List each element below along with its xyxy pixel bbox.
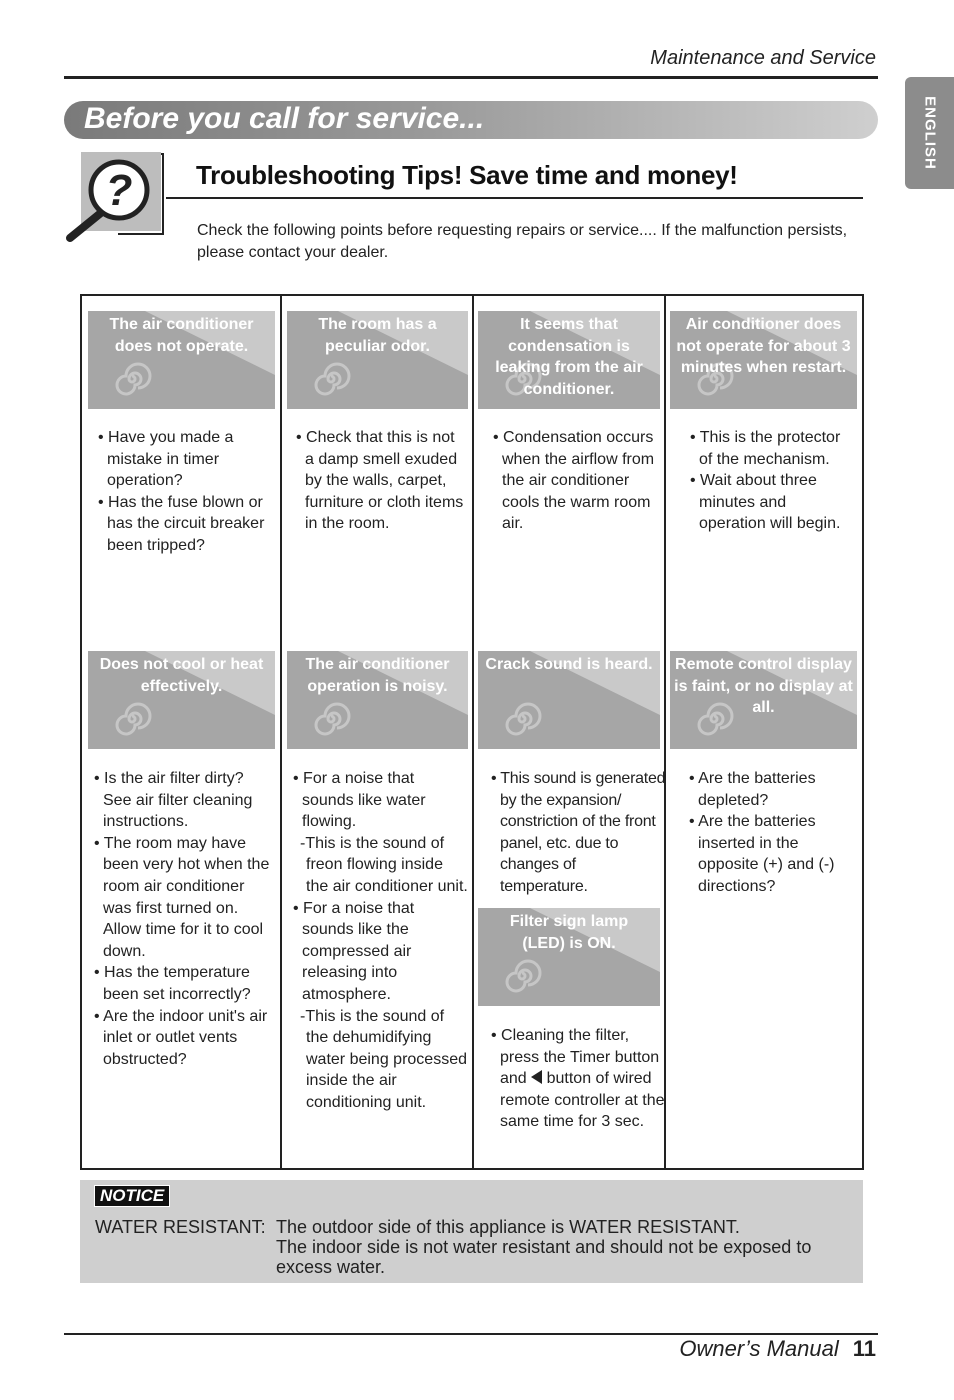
title-banner [64,101,878,139]
problem-title: The room has a peculiar odor. [318,316,437,355]
notice-label: WATER RESISTANT: [95,1217,266,1237]
swirl-icon [110,357,154,401]
intro-text: Check the following points before requesting repairs or service.... If the malfunction persists, please contact your dealer. [197,222,848,261]
swirl-icon [500,954,544,998]
problem-header [478,651,660,749]
solution-list [295,427,465,535]
top-rule [64,76,878,79]
problem-header [88,651,275,749]
list-item: -This is the sound of the dehumidifying water being processed inside the air conditioning unit. [300,1007,467,1111]
list-item: • Check that this is not a damp smell exuded by the walls, carpet, furniture or cloth items in the room. [296,429,464,533]
svg-text:?: ? [105,166,133,215]
notice-line: The indoor side is not water resistant and should not be exposed to excess water. [276,1237,812,1277]
problem-title: The air conditioner does not operate. [109,316,254,355]
magnifier-question-icon [64,152,164,242]
list-item: • Are the batteries depleted? [689,770,816,809]
notice-box [80,1180,863,1283]
swirl-icon [500,697,544,741]
language-tab-label: ENGLISH [921,96,938,170]
list-item: -This is the sound of freon flowing inside the air conditioner unit. [300,834,468,895]
notice-text [276,1217,856,1277]
list-item: • Have you made a mistake in timer operation? [98,429,234,490]
problem-header [478,908,660,1006]
swirl-icon [110,697,154,741]
solution-list [492,427,660,535]
list-item: • For a noise that sounds like water flowing. [293,770,426,831]
list-item: • Wait about three minutes and operation will begin. [690,472,841,533]
left-triangle-icon [531,1070,542,1084]
list-item: • Cleaning the filter, press the Timer button and button of wired remote controller at the same time for 3 sec. [491,1027,665,1131]
problem-header [670,311,857,409]
list-item: • For a noise that sounds like the compressed air releasing into atmosphere. [293,899,415,1003]
problem-title: Does not cool or heat effectively. [99,656,264,695]
list-item: • Are the batteries inserted in the opposite (+) and (-) directions? [689,813,835,895]
solution-list [688,768,856,898]
section-header: Maintenance and Service [650,47,876,69]
notice-badge: NOTICE [94,1185,170,1207]
list-item: • Is the air filter dirty? See air filter cleaning instructions. [94,770,253,831]
subtitle: Troubleshooting Tips! Save time and money! [196,160,738,190]
subtitle-rule [166,197,863,199]
notice-line: The outdoor side of this appliance is WATER RESISTANT. [276,1217,740,1237]
footer [679,1336,876,1362]
swirl-icon [309,697,353,741]
list-item: • Has the fuse blown or has the circuit breaker been tripped? [98,493,265,554]
solution-list [292,768,468,1114]
manual-name: Owner’s Manual [679,1336,839,1361]
problem-header [287,311,468,409]
solution-list [689,427,857,535]
list-item: • This is the protector of the mechanism. [690,429,841,468]
list-item: • Has the temperature been set incorrectly? [94,964,251,1003]
problem-title: Crack sound is heard. [485,656,653,673]
problem-title: Air conditioner does not operate for about 3 minutes when restart. [676,316,851,376]
solution-list [490,1025,666,1133]
problem-header [670,651,857,749]
problem-title: Filter sign lamp (LED) is ON. [509,913,629,952]
list-item: • Are the indoor unit's air inlet or outlet vents obstructed? [94,1007,268,1068]
problem-header [287,651,468,749]
problem-title: It seems that condensation is leaking from the air conditioner. [495,316,643,398]
list-item: • This sound is generated by the expansion/ constriction of the front panel, etc. due to changes of temperature. [491,770,666,895]
swirl-icon [309,357,353,401]
list-item: • The room may have been very hot when the room air conditioner was first turned on. Allow time for it to cool down. [94,834,270,960]
column-divider [472,296,474,1168]
solution-list [97,427,267,557]
problem-title: Remote control display is faint, or no display at all. [674,656,853,716]
problem-title: The air conditioner operation is noisy. [305,656,450,695]
column-divider [280,296,282,1168]
troubleshooting-grid [80,294,864,1170]
list-item: • Condensation occurs when the airflow from the air conditioner cools the warm room air. [493,429,655,533]
problem-header [478,311,660,409]
problem-header [88,311,275,409]
bottom-rule [64,1333,878,1335]
language-tab [905,77,954,189]
page-title: Before you call for service... [84,102,485,135]
solution-list [490,768,666,898]
solution-list [93,768,273,1070]
page-number: 11 [852,1336,876,1361]
